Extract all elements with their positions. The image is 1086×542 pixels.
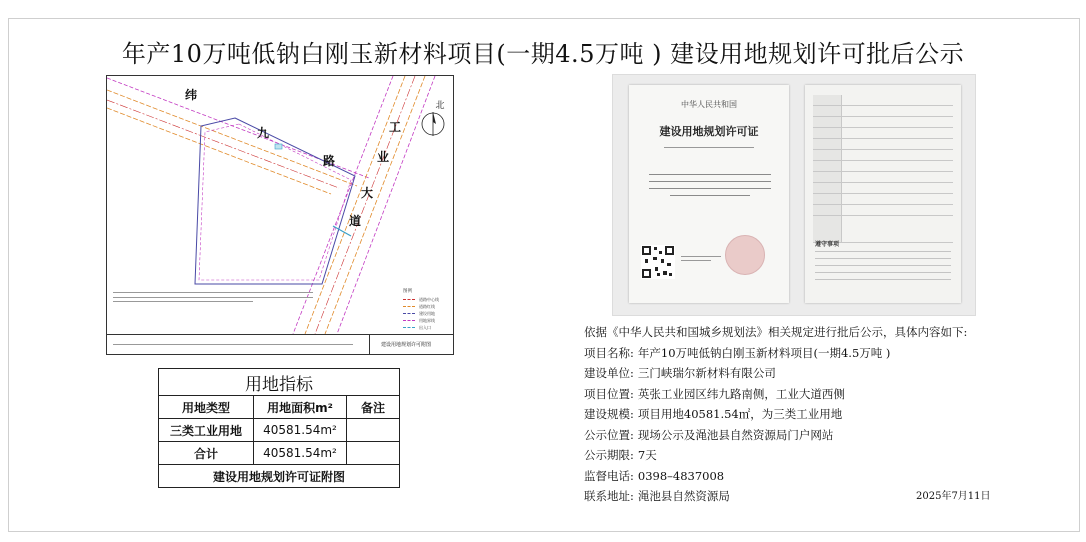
legend-swatch — [403, 313, 415, 314]
info-value: 7天 — [637, 448, 657, 462]
info-label: 联系地址: — [584, 489, 634, 503]
table-row — [159, 419, 400, 442]
row-note — [347, 419, 400, 442]
legend-item — [403, 303, 451, 310]
legend-item — [403, 317, 451, 324]
row-type: 合计 — [159, 442, 254, 465]
legend-swatch — [403, 327, 415, 328]
road-label-lu: 路 — [323, 154, 336, 168]
info-line — [584, 363, 967, 384]
announcement-info — [584, 322, 967, 507]
certificate-notice-heading: 遵守事项 — [815, 241, 840, 248]
info-value: 项目用地40581.54㎡，为三类工业用地 — [637, 407, 843, 421]
land-index-footer: 建设用地规划许可证附图 — [159, 465, 400, 488]
certificate-country: 中华人民共和国 — [681, 100, 737, 109]
info-line — [584, 384, 967, 405]
plan-footer — [107, 334, 453, 355]
info-value: 现场公示及渑池县自然资源局门户网站 — [637, 427, 834, 442]
plan-legend — [403, 288, 451, 331]
legend-label: 用地界线 — [419, 317, 435, 323]
info-line — [584, 425, 967, 446]
info-label: 公示位置: — [584, 427, 634, 442]
legend-swatch — [403, 320, 415, 321]
plan-footer-note — [113, 344, 353, 345]
info-label: 项目名称: — [584, 345, 634, 360]
site-plan — [106, 75, 454, 355]
road-label-dao: 道 — [349, 214, 362, 228]
info-line — [584, 343, 967, 364]
road-label-da: 大 — [361, 186, 374, 200]
info-label: 监督电话: — [584, 468, 634, 483]
legend-label: 建设用地 — [419, 310, 435, 316]
land-index-caption: 用地指标 — [159, 369, 400, 396]
plan-note — [113, 290, 323, 305]
row-note — [347, 442, 400, 465]
info-line — [584, 466, 967, 487]
announcement-intro: 依据《中华人民共和国城乡规划法》相关规定进行批后公示，具体内容如下: — [584, 325, 968, 339]
road-label-ye: 业 — [377, 150, 390, 164]
legend-item — [403, 310, 451, 317]
info-label: 项目位置: — [584, 386, 634, 401]
certificate-number — [629, 147, 789, 148]
plan-footer-caption: 建设用地规划许可附图 — [381, 342, 432, 348]
legend-title: 图例 — [403, 289, 412, 294]
info-line — [584, 445, 967, 466]
header-type: 用地类型 — [159, 396, 254, 419]
certificate-right-page — [805, 85, 961, 303]
row-area: 40581.54m² — [254, 419, 347, 442]
announcement-date: 2025年7月11日 — [916, 491, 991, 502]
info-value: 年产10万吨低钠白刚玉新材料项目(一期4.5万吨 ) — [637, 345, 891, 360]
road-label-gong: 工 — [389, 120, 402, 134]
road-label-wei: 纬 — [185, 88, 198, 102]
info-value: 渑池县自然资源局 — [637, 489, 730, 503]
legend-label: 出入口 — [419, 324, 431, 330]
certificate-left-page — [629, 85, 789, 303]
qr-code-icon — [641, 245, 675, 279]
official-seal-icon — [725, 235, 765, 275]
info-label: 建设规模: — [584, 407, 634, 421]
legend-swatch — [403, 299, 415, 300]
page-title: 年产10万吨低钠白刚玉新材料项目(一期4.5万吨 ) 建设用地规划许可批后公示 — [121, 40, 965, 68]
header-note: 备注 — [347, 396, 400, 419]
certificate-issuer — [681, 253, 721, 264]
info-value: 三门峡瑞尔新材料有限公司 — [637, 366, 776, 380]
certificate-title: 建设用地规划许可证 — [659, 125, 759, 138]
certificate-photo — [612, 74, 976, 316]
legend-item — [403, 296, 451, 303]
header-area: 用地面积m² — [254, 396, 347, 419]
table-row — [159, 442, 400, 465]
info-line — [584, 486, 967, 507]
legend-swatch — [403, 306, 415, 307]
road-label-jiu: 九 — [257, 126, 270, 140]
info-line — [584, 404, 967, 425]
info-label: 公示期限: — [584, 448, 634, 462]
land-index-table — [158, 368, 400, 488]
info-label: 建设单位: — [584, 366, 634, 380]
row-type: 三类工业用地 — [159, 419, 254, 442]
info-value: 0398–4837008 — [637, 468, 725, 483]
north-label: 北 — [435, 101, 445, 111]
certificate-detail-table — [813, 95, 953, 243]
row-area: 40581.54m² — [254, 442, 347, 465]
certificate-body — [649, 171, 771, 202]
legend-item — [403, 324, 451, 331]
certificate-notice-text — [815, 251, 951, 286]
legend-label: 道路中心线 — [419, 296, 439, 302]
info-value: 英张工业园区纬九路南侧，工业大道西侧 — [637, 386, 845, 401]
legend-label: 道路红线 — [419, 303, 435, 309]
